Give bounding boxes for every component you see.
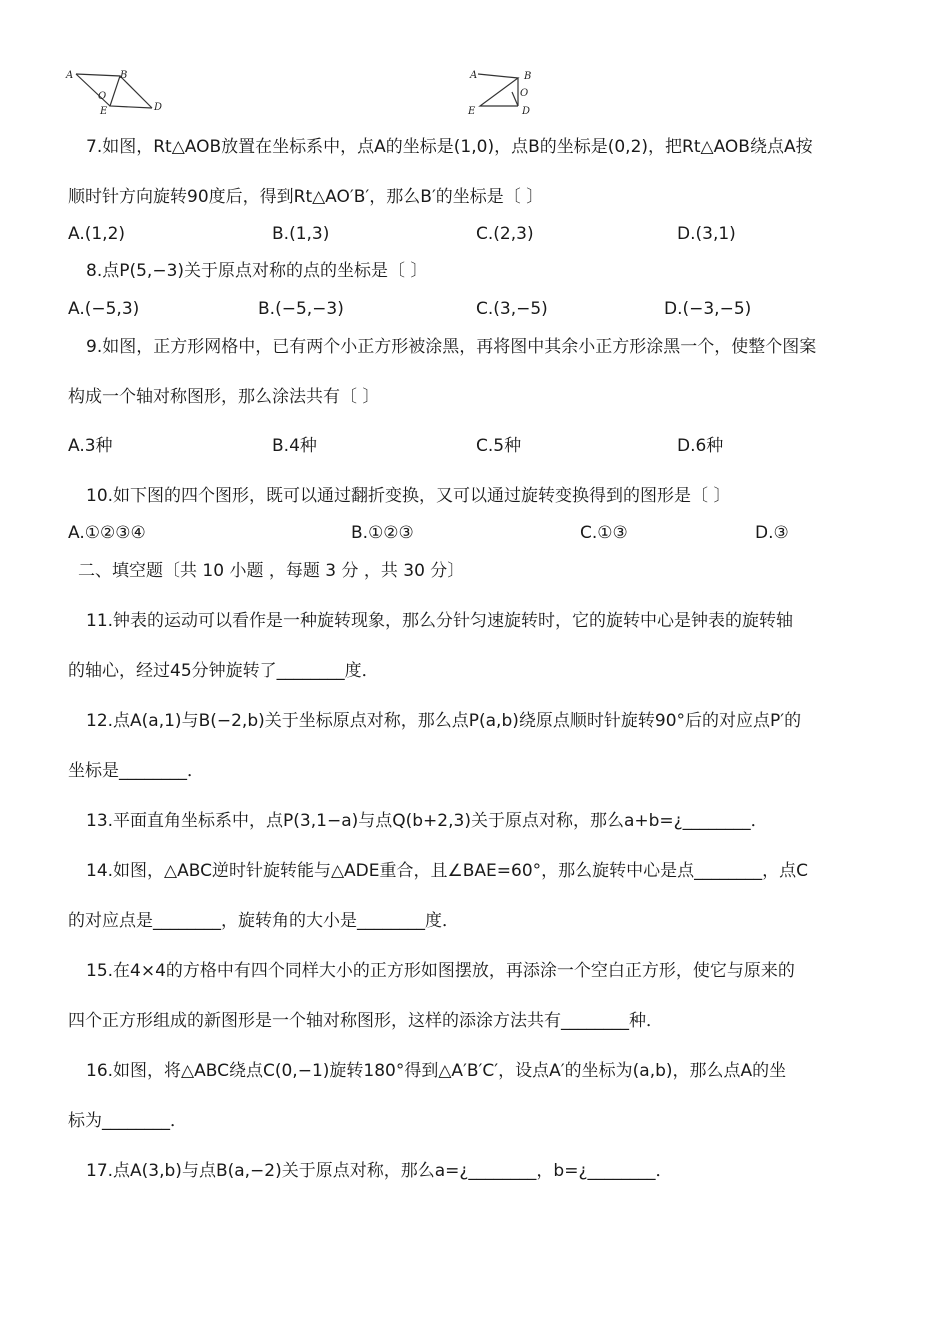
q8-option-a: A.(−5,3) [68,299,140,319]
q14-line1: 14.如图，△ABC逆时针旋转能与△ADE重合，且∠BAE=60°，那么旋转中心是点________，点C [86,861,809,881]
q8-option-d: D.(−3,−5) [664,299,752,319]
q10-option-a: A.①②③④ [68,523,146,543]
q9-options [68,435,908,457]
q9-option-a: A.3种 [68,436,113,456]
q10-option-b: B.①②③ [351,523,414,543]
figure-right-lines [478,74,518,106]
q8-line1: 8.点P(5,−3)关于原点对称的点的坐标是〔 〕 [86,261,428,281]
q17-line1: 17.点A(3,b)与点B(a,−2)关于原点对称，那么a=¿________，b=¿________． [86,1161,673,1181]
figure-left-zigzag [62,66,172,118]
q15-line2: 四个正方形组成的新图形是一个轴对称图形，这样的添涂方法共有________种． [68,1011,663,1031]
figure-left-lines [76,74,152,108]
q7-option-a: A.(1,2) [68,224,126,244]
q13-line1: 13.平面直角坐标系中，点P(3,1−a)与点Q(b+2,3)关于原点对称，那么a+b=¿________． [86,811,768,831]
figure-left-label-o: O [98,91,107,102]
figure-right-label-a: A [470,70,478,81]
q16-line2: 标为________． [68,1111,187,1131]
q9-option-b: B.4种 [272,436,317,456]
figure-right-line-od [512,92,518,106]
figure-right-label-o: O [520,88,529,99]
figure-right-label-d: D [522,106,531,117]
q10-option-d: D.③ [755,523,789,543]
q7-line2: 顺时针方向旋转90度后，得到Rt△AO′B′，那么B′的坐标是〔 〕 [68,187,544,207]
q8-option-b: B.(−5,−3) [258,299,344,319]
q8-options [68,298,908,320]
q9-option-c: C.5种 [476,436,522,456]
figure-left-label-e: E [100,106,108,117]
q9-option-d: D.6种 [677,436,724,456]
q11-line1: 11.钟表的运动可以看作是一种旋转现象，那么分针匀速旋转时，它的旋转中心是钟表的旋转轴 [86,611,794,631]
figure-right-label-e: E [468,106,476,117]
figure-left-label-a: A [66,70,74,81]
q7-option-b: B.(1,3) [272,224,330,244]
q9-line1: 9.如图，正方形网格中，已有两个小正方形被涂黑，再将图中其余小正方形涂黑一个，使整个图案 [86,337,817,357]
q8-option-c: C.(3,−5) [476,299,548,319]
q7-option-c: C.(2,3) [476,224,534,244]
q14-line2: 的对应点是________，旋转角的大小是________度． [68,911,459,931]
q16-line1: 16.如图，将△ABC绕点C(0,−1)旋转180°得到△A′B′C′，设点A′的坐标为(a,b)，那么点A的坐 [86,1061,787,1081]
q10-line1: 10.如下图的四个图形，既可以通过翻折变换，又可以通过旋转变换得到的图形是〔 〕 [86,486,731,506]
q7-options [68,223,908,245]
q11-line2: 的轴心，经过45分钟旋转了________度． [68,661,379,681]
q12-line1: 12.点A(a,1)与B(−2,b)关于坐标原点对称，那么点P(a,b)绕原点顺时针旋转90°后的对应点P′的 [86,711,802,731]
q10-option-c: C.①③ [580,523,628,543]
figure-left-label-d: D [154,102,163,113]
q12-line2: 坐标是________． [68,761,204,781]
q10-options [68,522,908,544]
q7-line1: 7.如图，Rt△AOB放置在坐标系中，点A的坐标是(1,0)，点B的坐标是(0,2)，把Rt△AOB绕点A按 [86,137,813,157]
q15-line1: 15.在4×4的方格中有四个同样大小的正方形如图摆放，再添涂一个空白正方形，使它与原来的 [86,961,795,981]
q7-option-d: D.(3,1) [677,224,736,244]
q9-line2: 构成一个轴对称图形，那么涂法共有〔 〕 [68,387,380,407]
figure-right-zigzag [462,66,552,118]
figure-left-label-b: B [120,70,128,81]
section2-title: 二、填空题〔共 10 小题 ，每题 3 分 ，共 30 分〕 [78,561,465,581]
figure-right-label-b: B [524,71,532,82]
